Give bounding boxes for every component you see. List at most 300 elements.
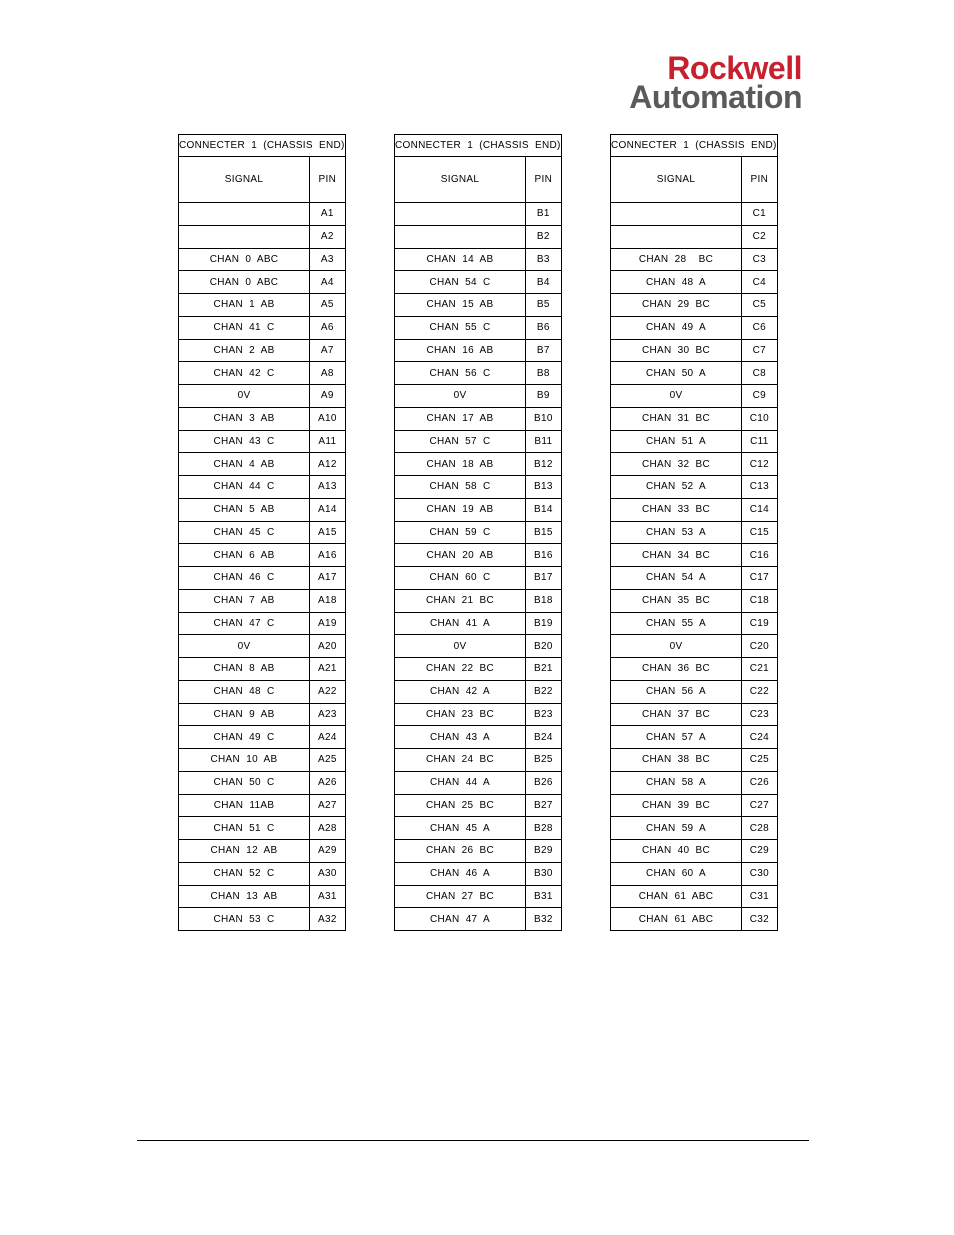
- pin-cell: C16: [742, 544, 778, 567]
- signal-cell: CHAN 15 AB: [395, 294, 526, 317]
- table-row: [611, 567, 778, 590]
- pin-cell: B2: [526, 225, 562, 248]
- pin-cell: C28: [742, 817, 778, 840]
- table-row: [395, 544, 562, 567]
- signal-cell: [395, 225, 526, 248]
- table-row: [395, 339, 562, 362]
- signal-cell: CHAN 56 A: [611, 680, 742, 703]
- pin-cell: C21: [742, 658, 778, 681]
- signal-cell: CHAN 49 C: [179, 726, 310, 749]
- signal-cell: CHAN 37 BC: [611, 703, 742, 726]
- signal-cell: CHAN 6 AB: [179, 544, 310, 567]
- table-title: CONNECTER 1 (CHASSIS END): [179, 135, 346, 157]
- pin-cell: A8: [310, 362, 346, 385]
- table-row: [395, 771, 562, 794]
- pin-cell: C18: [742, 589, 778, 612]
- signal-cell: CHAN 48 C: [179, 680, 310, 703]
- signal-cell: CHAN 52 C: [179, 862, 310, 885]
- table-row: [179, 817, 346, 840]
- table-row: [179, 589, 346, 612]
- signal-cell: CHAN 3 AB: [179, 407, 310, 430]
- table-row: [611, 407, 778, 430]
- signal-cell: CHAN 60 A: [611, 862, 742, 885]
- pin-cell: B23: [526, 703, 562, 726]
- pin-cell: B6: [526, 316, 562, 339]
- signal-cell: CHAN 38 BC: [611, 749, 742, 772]
- pin-cell: A7: [310, 339, 346, 362]
- pin-cell: B3: [526, 248, 562, 271]
- signal-cell: [611, 203, 742, 226]
- table-row: [395, 589, 562, 612]
- signal-cell: CHAN 54 C: [395, 271, 526, 294]
- pin-cell: C27: [742, 794, 778, 817]
- connector-table-a: [178, 134, 346, 931]
- signal-cell: CHAN 54 A: [611, 567, 742, 590]
- signal-cell: CHAN 48 A: [611, 271, 742, 294]
- pin-cell: A28: [310, 817, 346, 840]
- pin-cell: A4: [310, 271, 346, 294]
- table-row: [611, 430, 778, 453]
- table-row: [611, 385, 778, 408]
- table-row: [179, 885, 346, 908]
- table-row: [611, 635, 778, 658]
- table-row: [395, 225, 562, 248]
- table-row: [179, 612, 346, 635]
- logo-line-rockwell: Rockwell: [667, 50, 802, 86]
- signal-cell: CHAN 55 C: [395, 316, 526, 339]
- pin-cell: B8: [526, 362, 562, 385]
- signal-cell: 0V: [395, 385, 526, 408]
- pin-cell: B24: [526, 726, 562, 749]
- table-row: [611, 453, 778, 476]
- pin-cell: B19: [526, 612, 562, 635]
- signal-cell: CHAN 13 AB: [179, 885, 310, 908]
- table-row: [611, 885, 778, 908]
- pin-cell: A16: [310, 544, 346, 567]
- pin-cell: A21: [310, 658, 346, 681]
- pin-cell: A22: [310, 680, 346, 703]
- pin-cell: A2: [310, 225, 346, 248]
- pin-cell: C4: [742, 271, 778, 294]
- table-row: [179, 658, 346, 681]
- signal-cell: CHAN 16 AB: [395, 339, 526, 362]
- connector-table-b: [394, 134, 562, 931]
- table-row: [611, 680, 778, 703]
- table-row: [179, 771, 346, 794]
- table-row: [395, 908, 562, 931]
- table-row: [611, 817, 778, 840]
- table-title: CONNECTER 1 (CHASSIS END): [611, 135, 778, 157]
- signal-cell: CHAN 0 ABC: [179, 271, 310, 294]
- table-row: [179, 726, 346, 749]
- signal-cell: CHAN 41 A: [395, 612, 526, 635]
- pin-cell: A9: [310, 385, 346, 408]
- pin-cell: A29: [310, 840, 346, 863]
- signal-cell: CHAN 14 AB: [395, 248, 526, 271]
- pin-cell: A18: [310, 589, 346, 612]
- signal-cell: 0V: [611, 385, 742, 408]
- table-row: [395, 248, 562, 271]
- table-row: [395, 703, 562, 726]
- table-row: [179, 840, 346, 863]
- signal-cell: CHAN 30 BC: [611, 339, 742, 362]
- table-row: [179, 794, 346, 817]
- signal-cell: CHAN 35 BC: [611, 589, 742, 612]
- pin-cell: B31: [526, 885, 562, 908]
- table-row: [179, 680, 346, 703]
- pin-cell: C15: [742, 521, 778, 544]
- pin-cell: B22: [526, 680, 562, 703]
- signal-cell: CHAN 25 BC: [395, 794, 526, 817]
- table-row: [611, 498, 778, 521]
- pin-cell: B21: [526, 658, 562, 681]
- signal-cell: CHAN 61 ABC: [611, 885, 742, 908]
- table-row: [179, 203, 346, 226]
- signal-cell: 0V: [179, 635, 310, 658]
- table-row: [395, 794, 562, 817]
- signal-cell: CHAN 20 AB: [395, 544, 526, 567]
- signal-cell: CHAN 22 BC: [395, 658, 526, 681]
- table-row: [179, 294, 346, 317]
- pin-cell: A24: [310, 726, 346, 749]
- signal-cell: CHAN 28 BC: [611, 248, 742, 271]
- signal-cell: CHAN 43 C: [179, 430, 310, 453]
- signal-cell: CHAN 29 BC: [611, 294, 742, 317]
- table-row: [611, 339, 778, 362]
- table-row: [611, 771, 778, 794]
- pin-cell: C25: [742, 749, 778, 772]
- table-row: [395, 385, 562, 408]
- table-row: [611, 544, 778, 567]
- signal-cell: CHAN 8 AB: [179, 658, 310, 681]
- pin-cell: C7: [742, 339, 778, 362]
- pin-cell: A17: [310, 567, 346, 590]
- signal-cell: CHAN 53 C: [179, 908, 310, 931]
- table-row: [611, 658, 778, 681]
- signal-cell: CHAN 44 A: [395, 771, 526, 794]
- table-row: [179, 908, 346, 931]
- pin-cell: B18: [526, 589, 562, 612]
- signal-cell: CHAN 32 BC: [611, 453, 742, 476]
- signal-cell: CHAN 53 A: [611, 521, 742, 544]
- pin-cell: B7: [526, 339, 562, 362]
- pin-cell: A23: [310, 703, 346, 726]
- table-row: [395, 294, 562, 317]
- signal-cell: CHAN 39 BC: [611, 794, 742, 817]
- table-row: [611, 749, 778, 772]
- table-row: [611, 840, 778, 863]
- table-row: [395, 749, 562, 772]
- signal-cell: CHAN 1 AB: [179, 294, 310, 317]
- signal-column-header: SIGNAL: [179, 157, 310, 203]
- table-row: [395, 476, 562, 499]
- pin-cell: C20: [742, 635, 778, 658]
- table-row: [179, 635, 346, 658]
- signal-cell: CHAN 43 A: [395, 726, 526, 749]
- signal-cell: [611, 225, 742, 248]
- signal-cell: CHAN 5 AB: [179, 498, 310, 521]
- pin-cell: C6: [742, 316, 778, 339]
- pin-column-header: PIN: [310, 157, 346, 203]
- signal-cell: CHAN 45 C: [179, 521, 310, 544]
- table-row: [179, 862, 346, 885]
- signal-cell: CHAN 9 AB: [179, 703, 310, 726]
- table-row: [395, 612, 562, 635]
- pin-cell: C2: [742, 225, 778, 248]
- table-row: [179, 385, 346, 408]
- signal-cell: 0V: [179, 385, 310, 408]
- pin-column-header: PIN: [742, 157, 778, 203]
- signal-cell: CHAN 42 C: [179, 362, 310, 385]
- table-row: [395, 726, 562, 749]
- signal-column-header: SIGNAL: [395, 157, 526, 203]
- signal-cell: [179, 225, 310, 248]
- signal-cell: 0V: [395, 635, 526, 658]
- pin-cell: B25: [526, 749, 562, 772]
- pin-cell: C9: [742, 385, 778, 408]
- signal-cell: [179, 203, 310, 226]
- pin-cell: C22: [742, 680, 778, 703]
- table-row: [179, 567, 346, 590]
- pin-cell: B13: [526, 476, 562, 499]
- signal-cell: CHAN 51 C: [179, 817, 310, 840]
- pin-cell: C23: [742, 703, 778, 726]
- pin-cell: A25: [310, 749, 346, 772]
- signal-cell: CHAN 11AB: [179, 794, 310, 817]
- pin-cell: B11: [526, 430, 562, 453]
- pin-cell: A14: [310, 498, 346, 521]
- pin-cell: B12: [526, 453, 562, 476]
- signal-cell: CHAN 59 A: [611, 817, 742, 840]
- signal-cell: CHAN 0 ABC: [179, 248, 310, 271]
- logo-line-automation: Automation: [629, 79, 802, 115]
- pin-cell: A27: [310, 794, 346, 817]
- pin-cell: A15: [310, 521, 346, 544]
- table-row: [179, 453, 346, 476]
- pin-cell: B30: [526, 862, 562, 885]
- signal-cell: CHAN 60 C: [395, 567, 526, 590]
- signal-cell: CHAN 34 BC: [611, 544, 742, 567]
- signal-cell: CHAN 36 BC: [611, 658, 742, 681]
- pin-cell: C24: [742, 726, 778, 749]
- table-row: [611, 862, 778, 885]
- pin-cell: A3: [310, 248, 346, 271]
- table-row: [395, 498, 562, 521]
- signal-cell: CHAN 47 A: [395, 908, 526, 931]
- pin-cell: B1: [526, 203, 562, 226]
- table-row: [611, 703, 778, 726]
- signal-cell: CHAN 21 BC: [395, 589, 526, 612]
- signal-cell: CHAN 10 AB: [179, 749, 310, 772]
- signal-column-header: SIGNAL: [611, 157, 742, 203]
- pin-cell: B9: [526, 385, 562, 408]
- pin-cell: C17: [742, 567, 778, 590]
- table-row: [395, 885, 562, 908]
- signal-cell: CHAN 33 BC: [611, 498, 742, 521]
- signal-cell: CHAN 41 C: [179, 316, 310, 339]
- pin-cell: B29: [526, 840, 562, 863]
- table-row: [611, 271, 778, 294]
- table-title: CONNECTER 1 (CHASSIS END): [395, 135, 562, 157]
- pin-cell: C19: [742, 612, 778, 635]
- table-row: [611, 362, 778, 385]
- signal-cell: CHAN 50 A: [611, 362, 742, 385]
- table-row: [611, 476, 778, 499]
- pin-cell: B15: [526, 521, 562, 544]
- signal-cell: CHAN 56 C: [395, 362, 526, 385]
- table-row: [179, 362, 346, 385]
- signal-cell: CHAN 24 BC: [395, 749, 526, 772]
- pin-cell: C1: [742, 203, 778, 226]
- pin-cell: A11: [310, 430, 346, 453]
- signal-cell: CHAN 26 BC: [395, 840, 526, 863]
- pin-cell: A19: [310, 612, 346, 635]
- signal-cell: CHAN 12 AB: [179, 840, 310, 863]
- pin-cell: C29: [742, 840, 778, 863]
- pin-cell: C32: [742, 908, 778, 931]
- pin-cell: B20: [526, 635, 562, 658]
- signal-cell: CHAN 61 ABC: [611, 908, 742, 931]
- signal-cell: CHAN 47 C: [179, 612, 310, 635]
- table-row: [179, 430, 346, 453]
- table-row: [179, 271, 346, 294]
- table-row: [611, 612, 778, 635]
- signal-cell: CHAN 17 AB: [395, 407, 526, 430]
- signal-cell: CHAN 7 AB: [179, 589, 310, 612]
- table-row: [611, 908, 778, 931]
- table-row: [179, 225, 346, 248]
- pin-cell: C13: [742, 476, 778, 499]
- pin-cell: A30: [310, 862, 346, 885]
- table-row: [395, 817, 562, 840]
- signal-cell: CHAN 4 AB: [179, 453, 310, 476]
- pin-cell: A6: [310, 316, 346, 339]
- pin-column-header: PIN: [526, 157, 562, 203]
- table-row: [395, 407, 562, 430]
- pin-cell: A10: [310, 407, 346, 430]
- table-row: [611, 521, 778, 544]
- pin-cell: A5: [310, 294, 346, 317]
- pin-cell: B27: [526, 794, 562, 817]
- table-row: [395, 658, 562, 681]
- pin-cell: C5: [742, 294, 778, 317]
- connector-table-c: [610, 134, 778, 931]
- signal-cell: CHAN 46 A: [395, 862, 526, 885]
- table-row: [395, 567, 562, 590]
- signal-cell: CHAN 50 C: [179, 771, 310, 794]
- pin-cell: B26: [526, 771, 562, 794]
- table-row: [611, 794, 778, 817]
- pin-cell: B28: [526, 817, 562, 840]
- pin-cell: C30: [742, 862, 778, 885]
- table-row: [395, 635, 562, 658]
- table-row: [611, 203, 778, 226]
- table-row: [611, 248, 778, 271]
- pin-cell: B16: [526, 544, 562, 567]
- signal-cell: CHAN 51 A: [611, 430, 742, 453]
- table-row: [179, 248, 346, 271]
- pin-cell: C8: [742, 362, 778, 385]
- table-row: [395, 430, 562, 453]
- pin-cell: A20: [310, 635, 346, 658]
- signal-cell: CHAN 18 AB: [395, 453, 526, 476]
- signal-cell: CHAN 45 A: [395, 817, 526, 840]
- signal-cell: CHAN 49 A: [611, 316, 742, 339]
- signal-cell: CHAN 44 C: [179, 476, 310, 499]
- table-row: [395, 862, 562, 885]
- signal-cell: CHAN 23 BC: [395, 703, 526, 726]
- pin-cell: B32: [526, 908, 562, 931]
- pin-cell: A12: [310, 453, 346, 476]
- table-row: [179, 476, 346, 499]
- table-row: [395, 316, 562, 339]
- signal-cell: 0V: [611, 635, 742, 658]
- footer-divider: [137, 1140, 809, 1141]
- signal-cell: CHAN 31 BC: [611, 407, 742, 430]
- rockwell-automation-logo: [566, 52, 802, 113]
- signal-cell: CHAN 52 A: [611, 476, 742, 499]
- pin-cell: A1: [310, 203, 346, 226]
- pin-cell: B5: [526, 294, 562, 317]
- signal-cell: CHAN 57 A: [611, 726, 742, 749]
- pin-cell: C11: [742, 430, 778, 453]
- table-row: [179, 339, 346, 362]
- pin-cell: C12: [742, 453, 778, 476]
- pin-cell: C26: [742, 771, 778, 794]
- pin-cell: A32: [310, 908, 346, 931]
- signal-cell: CHAN 27 BC: [395, 885, 526, 908]
- signal-cell: CHAN 2 AB: [179, 339, 310, 362]
- pin-cell: B10: [526, 407, 562, 430]
- signal-cell: CHAN 57 C: [395, 430, 526, 453]
- table-row: [179, 521, 346, 544]
- table-row: [179, 703, 346, 726]
- table-row: [395, 680, 562, 703]
- signal-cell: CHAN 58 C: [395, 476, 526, 499]
- table-row: [611, 225, 778, 248]
- table-row: [179, 316, 346, 339]
- table-row: [395, 271, 562, 294]
- table-row: [395, 362, 562, 385]
- table-row: [395, 453, 562, 476]
- table-row: [179, 544, 346, 567]
- table-row: [611, 726, 778, 749]
- table-row: [395, 840, 562, 863]
- signal-cell: CHAN 59 C: [395, 521, 526, 544]
- table-row: [395, 203, 562, 226]
- pin-cell: A31: [310, 885, 346, 908]
- pin-cell: B4: [526, 271, 562, 294]
- table-row: [611, 294, 778, 317]
- table-row: [395, 521, 562, 544]
- pin-cell: A13: [310, 476, 346, 499]
- signal-cell: [395, 203, 526, 226]
- pin-cell: C3: [742, 248, 778, 271]
- signal-cell: CHAN 55 A: [611, 612, 742, 635]
- table-row: [611, 589, 778, 612]
- signal-cell: CHAN 58 A: [611, 771, 742, 794]
- pin-cell: C31: [742, 885, 778, 908]
- pin-cell: C14: [742, 498, 778, 521]
- table-row: [611, 316, 778, 339]
- signal-cell: CHAN 46 C: [179, 567, 310, 590]
- signal-cell: CHAN 42 A: [395, 680, 526, 703]
- table-row: [179, 407, 346, 430]
- pin-cell: C10: [742, 407, 778, 430]
- signal-cell: CHAN 40 BC: [611, 840, 742, 863]
- pin-cell: B14: [526, 498, 562, 521]
- signal-cell: CHAN 19 AB: [395, 498, 526, 521]
